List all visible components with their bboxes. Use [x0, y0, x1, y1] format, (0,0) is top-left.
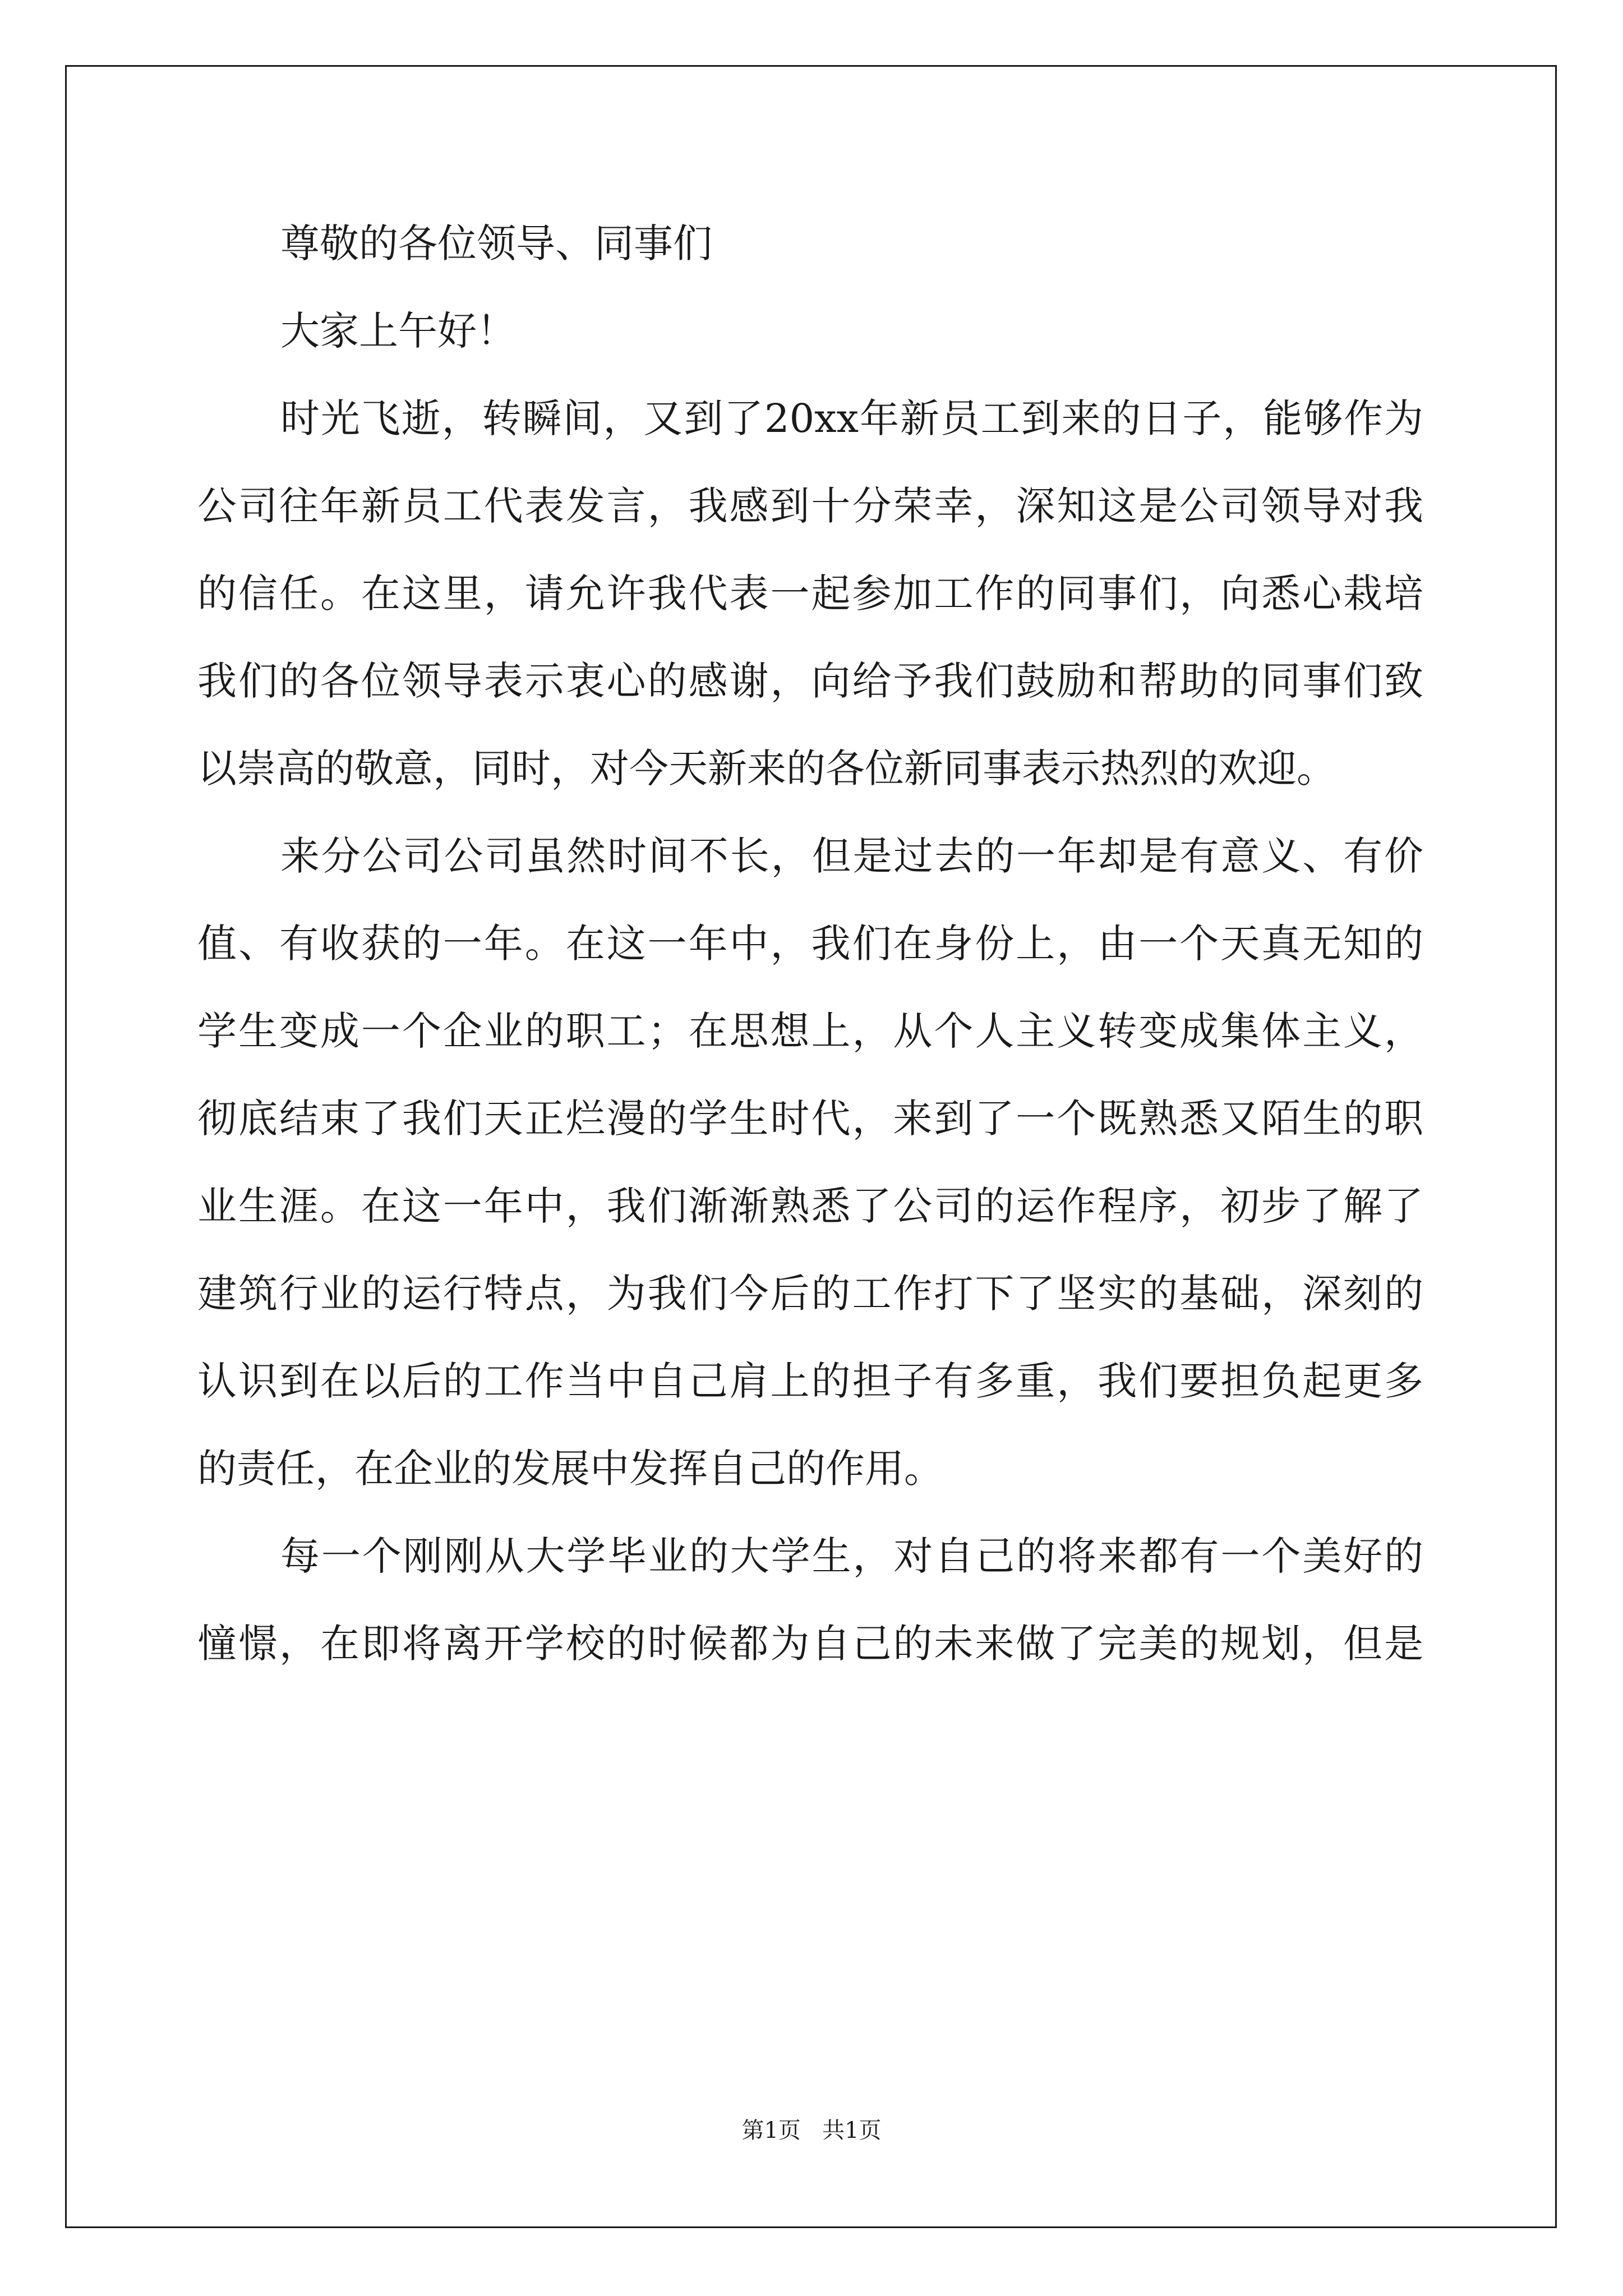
page-footer: 第1页 共1页 — [741, 2118, 882, 2143]
paragraph-line: 憧憬，在即将离开学校的时候都为自己的未来做了完美的规划，但是 — [197, 1621, 1423, 1667]
salutation-line: 大家上午好！ — [280, 308, 516, 354]
paragraph-line: 每一个刚刚从大学毕业的大学生，对自己的将来都有一个美好的 — [280, 1533, 1423, 1579]
paragraph-line: 我们的各位领导表示衷心的感谢，向给予我们鼓励和帮助的同事们致 — [197, 658, 1423, 704]
paragraph-line: 认识到在以后的工作当中自己肩上的担子有多重，我们要担负起更多 — [197, 1358, 1423, 1404]
paragraph-line: 学生变成一个企业的职工；在思想上，从个人主义转变成集体主义， — [197, 1008, 1423, 1054]
document-body — [197, 200, 1423, 1687]
paragraph-line: 的责任，在企业的发展中发挥自己的作用。 — [197, 1446, 943, 1492]
paragraph-line: 的信任。在这里，请允许我代表一起参加工作的同事们，向悉心栽培 — [197, 570, 1423, 616]
paragraph-line: 彻底结束了我们天正烂漫的学生时代，来到了一个既熟悉又陌生的职 — [197, 1096, 1423, 1142]
greeting-line: 尊敬的各位领导、同事们 — [280, 220, 712, 266]
paragraph-line: 时光飞逝，转瞬间，又到了20xx年新员工到来的日子，能够作为 — [280, 395, 1423, 441]
paragraph-line: 建筑行业的运行特点，为我们今后的工作打下了坚实的基础，深刻的 — [197, 1271, 1423, 1317]
paragraph-line: 业生涯。在这一年中，我们渐渐熟悉了公司的运作程序，初步了解了 — [197, 1183, 1423, 1229]
paragraph-line: 公司往年新员工代表发言，我感到十分荣幸，深知这是公司领导对我 — [197, 483, 1423, 529]
paragraph-line: 以崇高的敬意，同时，对今天新来的各位新同事表示热烈的欢迎。 — [197, 746, 1336, 792]
paragraph-line: 来分公司公司虽然时间不长，但是过去的一年却是有意义、有价 — [280, 833, 1423, 879]
paragraph-line: 值、有收获的一年。在这一年中，我们在身份上，由一个天真无知的 — [197, 921, 1423, 967]
